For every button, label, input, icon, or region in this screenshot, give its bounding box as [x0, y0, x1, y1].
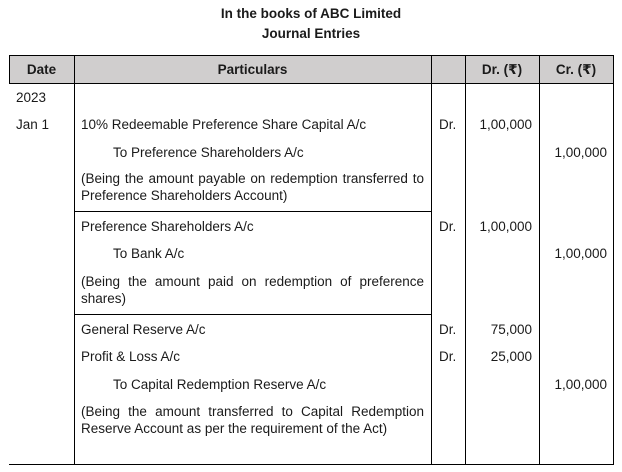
entry-narration: (Being the amount payable on redemption transferred to Preference Shareholders Account)	[81, 171, 424, 203]
entry-narration: (Being the amount transferred to Capital Redemption Reserve Account as per the requirement of the Act)	[81, 404, 424, 436]
entry-separator	[74, 211, 431, 212]
table-bottom-border	[9, 464, 614, 465]
date-day: Jan 1	[16, 117, 50, 132]
left-border	[9, 55, 10, 83]
dr-marker: Dr.	[439, 322, 457, 337]
header-bottom-border	[9, 83, 614, 84]
debit-amount: 1,00,000	[479, 219, 532, 234]
journal-title: Journal Entries	[261, 26, 361, 41]
credit-amount: 1,00,000	[554, 377, 607, 392]
column-divider	[431, 55, 432, 465]
book-title: In the books of ABC Limited	[220, 6, 402, 21]
entry-debit-account: 10% Redeemable Preference Share Capital A/c	[81, 117, 367, 132]
column-header-credit: Cr. (₹)	[555, 62, 597, 77]
column-header-debit: Dr. (₹)	[481, 62, 523, 77]
credit-amount: 1,00,000	[554, 145, 607, 160]
dr-marker: Dr.	[439, 219, 457, 234]
entry-debit-account: Profit & Loss A/c	[81, 349, 181, 364]
entry-credit-account: To Capital Redemption Reserve A/c	[113, 377, 327, 392]
entry-separator	[74, 314, 431, 315]
right-border	[613, 55, 614, 465]
debit-amount: 75,000	[490, 322, 532, 337]
credit-amount: 1,00,000	[554, 246, 607, 261]
entry-debit-account: General Reserve A/c	[81, 322, 206, 337]
entry-credit-account: To Preference Shareholders A/c	[113, 145, 304, 160]
entry-credit-account: To Bank A/c	[113, 246, 185, 261]
column-divider	[74, 55, 75, 465]
column-header-particulars: Particulars	[217, 62, 288, 77]
entry-debit-account: Preference Shareholders A/c	[81, 219, 254, 234]
date-year: 2023	[16, 90, 47, 105]
dr-marker: Dr.	[439, 117, 457, 132]
debit-amount: 1,00,000	[479, 117, 532, 132]
debit-amount: 25,000	[490, 349, 532, 364]
entry-narration: (Being the amount paid on redemption of preference shares)	[81, 274, 424, 306]
dr-marker: Dr.	[439, 349, 457, 364]
table-top-border	[9, 55, 614, 56]
column-header-date: Date	[26, 62, 57, 77]
